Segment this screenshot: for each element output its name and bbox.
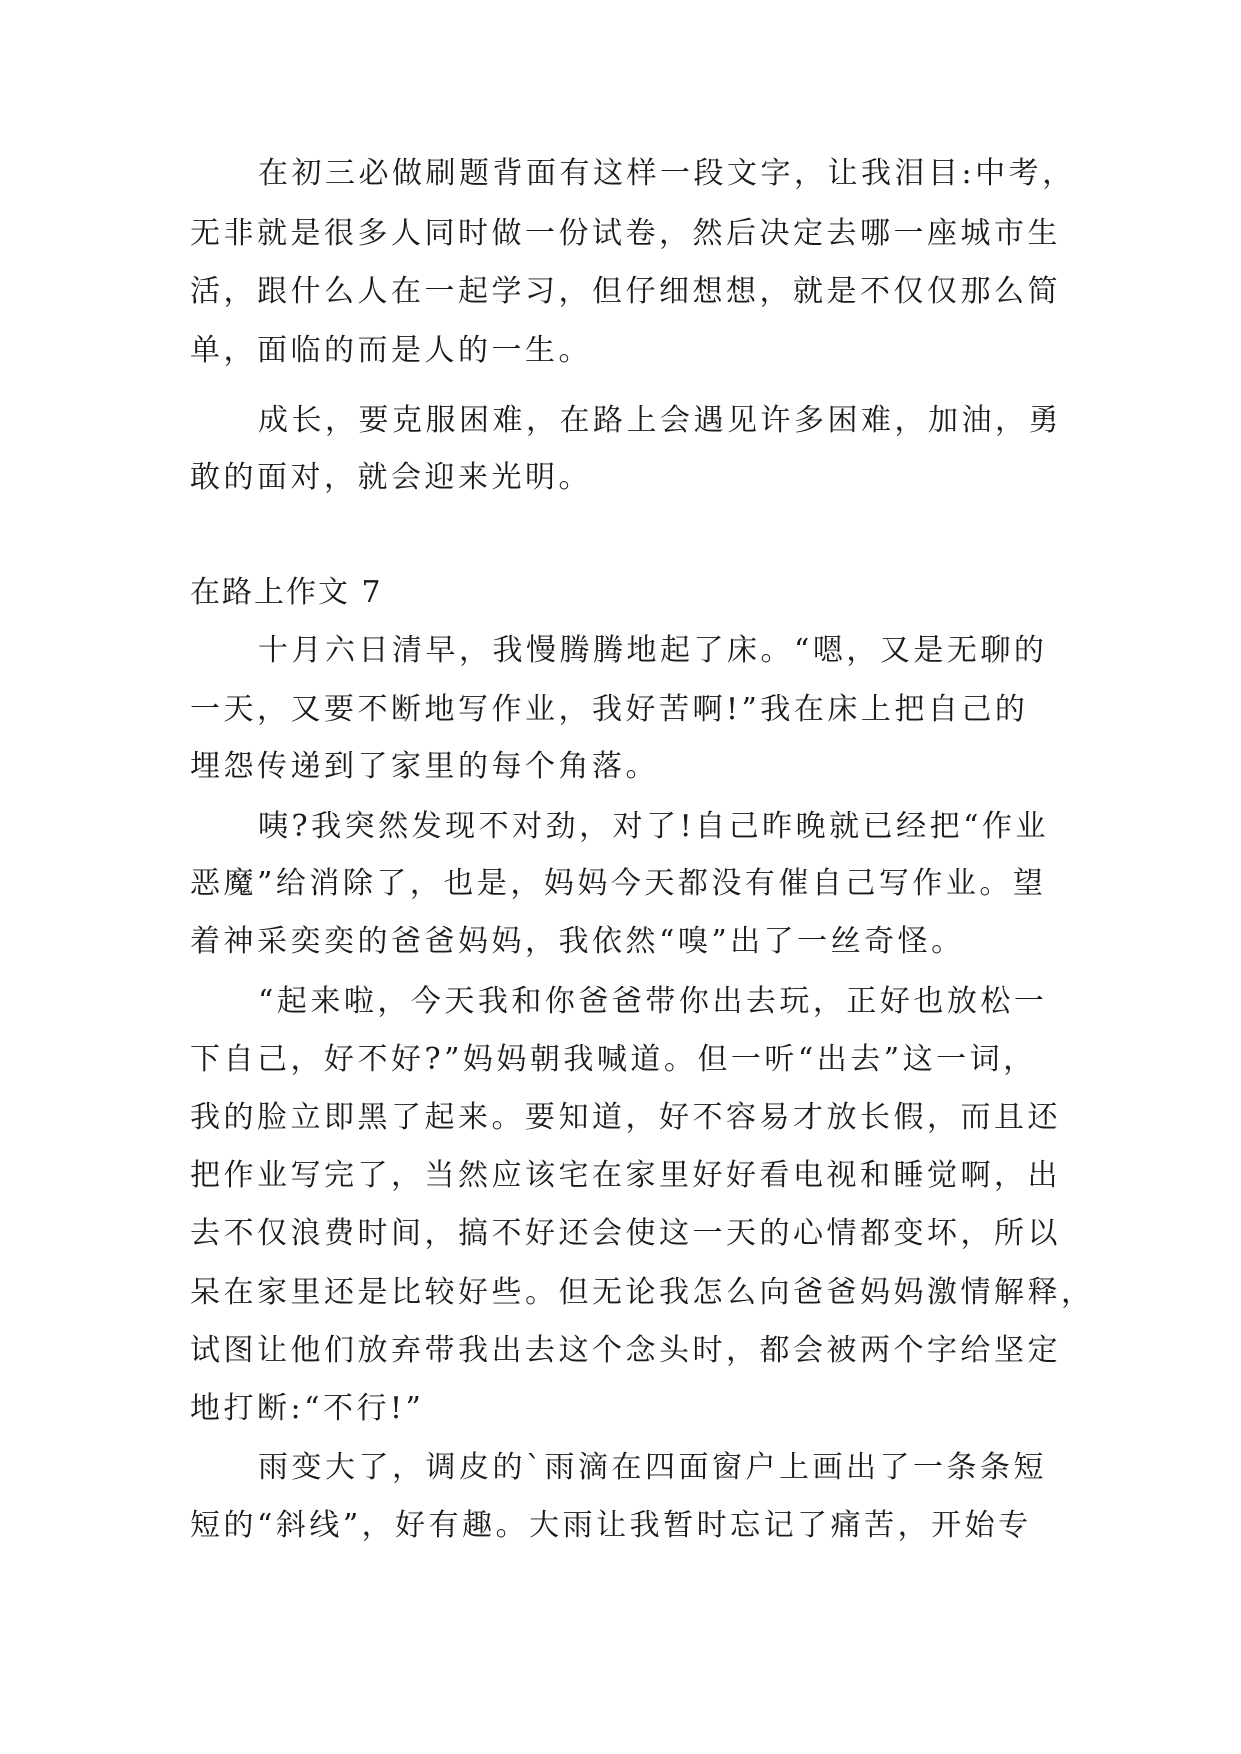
paragraph-line: 着神采奕奕的爸爸妈妈，我依然“嗅”出了一丝奇怪。	[190, 924, 965, 959]
paragraph-line: 活，跟什么人在一起学习，但仔细想想，就是不仅仅那么简	[190, 274, 1061, 309]
paragraph-line: 呆在家里还是比较好些。但无论我怎么向爸爸妈妈激情解释，	[190, 1275, 1095, 1310]
section-heading: 在路上作文 7	[190, 575, 383, 610]
paragraph-line: 敢的面对，就会迎来光明。	[190, 460, 592, 495]
paragraph-line: 雨变大了，调皮的`雨滴在四面窗户上画出了一条条短	[258, 1450, 1047, 1485]
paragraph-line: 无非就是很多人同时做一份试卷，然后决定去哪一座城市生	[190, 216, 1061, 251]
paragraph-line: 地打断:“不行!”	[190, 1391, 425, 1426]
paragraph-line: 成长，要克服困难，在路上会遇见许多困难，加油，勇	[258, 403, 1062, 438]
paragraph-line: 在初三必做刷题背面有这样一段文字，让我泪目:中考，	[258, 156, 1076, 191]
paragraph-line: 埋怨传递到了家里的每个角落。	[190, 749, 659, 784]
paragraph-line: 恶魔”给消除了，也是，妈妈今天都没有催自己写作业。望	[190, 866, 1047, 901]
paragraph-line: 咦?我突然发现不对劲，对了!自己昨晚就已经把“作业	[258, 809, 1049, 844]
paragraph-line: 单，面临的而是人的一生。	[190, 333, 592, 368]
paragraph-line: 把作业写完了，当然应该宅在家里好好看电视和睡觉啊，出	[190, 1158, 1061, 1193]
paragraph-line: 我的脸立即黑了起来。要知道，好不容易才放长假，而且还	[190, 1100, 1061, 1135]
paragraph-line: 短的“斜线”，好有趣。大雨让我暂时忘记了痛苦，开始专	[190, 1508, 1032, 1543]
paragraph-line: 一天，又要不断地写作业，我好苦啊!”我在床上把自己的	[190, 692, 1029, 727]
paragraph-line: “起来啦，今天我和你爸爸带你出去玩，正好也放松一	[258, 984, 1048, 1019]
paragraph-line: 去不仅浪费时间，搞不好还会使这一天的心情都变坏，所以	[190, 1216, 1061, 1251]
paragraph-line: 下自己，好不好?”妈妈朝我喊道。但一听“出去”这一词，	[190, 1042, 1037, 1077]
paragraph-line: 十月六日清早，我慢腾腾地起了床。“嗯，又是无聊的	[258, 633, 1048, 668]
paragraph-line: 试图让他们放弃带我出去这个念头时，都会被两个字给坚定	[190, 1333, 1061, 1368]
